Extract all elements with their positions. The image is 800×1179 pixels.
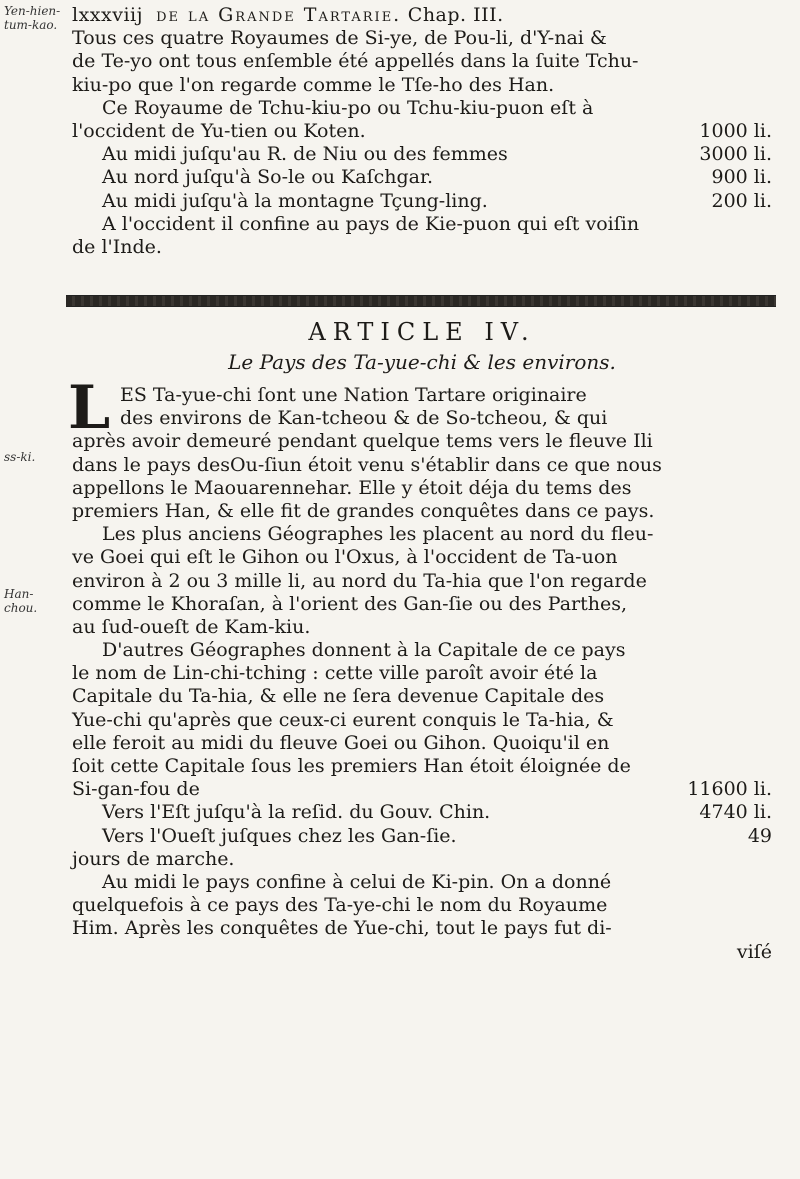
text-line: comme le Khoraſan, à l'orient des Gan-ſie ou des Parthes, <box>72 592 628 615</box>
running-header <box>72 4 772 27</box>
distance-value: 200 li. <box>711 189 772 212</box>
distance-label: Vers l'Eſt juſqu'à la reſid. du Gouv. Chin. <box>102 801 491 824</box>
distance-label: Vers l'Oueſt juſques chez les Gan-ſie. <box>102 824 457 847</box>
text-line: kiu-po que l'on regarde comme le Tſe-ho des Han. <box>72 73 555 96</box>
text-line: l'occident de Yu-tien ou Koten. <box>72 119 366 142</box>
text-line: ſoit cette Capitale ſous les premiers Han étoit éloignée de <box>72 755 631 777</box>
ornamental-rule <box>66 295 776 307</box>
text-line: des environs de Kan-tcheou & de So-tcheou, & qui <box>120 407 608 430</box>
distance-value: 1000 li. <box>699 119 772 142</box>
text-line: D'autres Géographes donnent à la Capitale de ce pays <box>102 639 626 662</box>
distance-label: Au midi juſqu'à la montagne Tçung-ling. <box>102 189 488 212</box>
distance-row <box>72 801 772 824</box>
text-line: ve Goei qui eſt le Gihon ou l'Oxus, à l'occident de Ta-uon <box>72 546 618 569</box>
text-line: appellons le Maouarennehar. Elle y étoit déja du tems des <box>72 476 632 499</box>
margin-note-3: Han-chou. <box>4 587 38 615</box>
text-line: premiers Han, & elle fit de grandes conquêtes dans ce pays. <box>72 499 655 522</box>
page-number: lxxxviij <box>72 4 144 26</box>
distance-label: Au nord juſqu'à So-le ou Kaſchgar. <box>102 166 434 189</box>
margin-note-1: Yen-hien-tum-kao. <box>4 4 61 32</box>
distance-row <box>72 166 772 189</box>
article-heading: ARTICLE IV. <box>308 318 536 346</box>
text-line: A l'occident il confine au pays de Kie-puon qui eſt voiſin <box>102 212 640 235</box>
article-body <box>72 384 772 964</box>
distance-label: Au midi juſqu'au R. de Niu ou des femmes <box>102 143 508 166</box>
catchword: viſé <box>736 940 772 963</box>
text-line: Au midi le pays confine à celui de Ki-pin. On a donné <box>102 870 612 893</box>
text-line: jours de marche. <box>72 847 235 870</box>
text-line: de l'Inde. <box>72 235 162 258</box>
text-line: Ce Royaume de Tchu-kiu-po ou Tchu-kiu-puon eſt à <box>102 96 594 119</box>
margin-note-2: ss-ki. <box>4 450 36 464</box>
text-line: après avoir demeuré pendant quelque tems vers le fleuve Ili <box>72 430 653 453</box>
article-subtitle: Le Pays des Ta-yue-chi & les environs. <box>228 350 616 374</box>
distance-value: 49 <box>747 824 772 847</box>
upper-text-block <box>72 4 772 259</box>
text-line: de Te-yo ont tous enſemble été appellés dans la ſuite Tchu- <box>72 50 639 73</box>
drop-capital: L <box>68 373 111 443</box>
text-line: le nom de Lin-chi-tching : cette ville paroît avoir été la <box>72 662 598 685</box>
distance-row <box>72 190 772 213</box>
text-line: ES Ta-yue-chi ſont une Nation Tartare originaire <box>120 384 587 406</box>
chapter-label: Chap. III. <box>407 4 504 26</box>
distance-row <box>72 120 772 143</box>
running-title: de la Grande Tartarie. <box>156 4 402 26</box>
distance-row <box>72 143 772 166</box>
distance-value: 4740 li. <box>699 801 772 824</box>
distance-value: 11600 li. <box>687 778 772 801</box>
text-line: Yue-chi qu'après que ceux-ci eurent conquis le Ta-hia, & <box>72 708 614 731</box>
text-line: Capitale du Ta-hia, & elle ne ſera devenue Capitale des <box>72 685 605 708</box>
distance-value: 900 li. <box>711 166 772 189</box>
text-line: dans le pays desOu-ſiun étoit venu s'établir dans ce que nous <box>72 453 662 476</box>
text-line: Him. Après les conquêtes de Yue-chi, tout le pays fut di- <box>72 917 612 940</box>
text-line: Les plus anciens Géographes les placent au nord du fleu- <box>102 523 654 546</box>
distance-row <box>72 778 772 801</box>
text-line: elle feroit au midi du fleuve Goei ou Gihon. Quoiqu'il en <box>72 731 610 754</box>
distance-value: 3000 li. <box>699 143 772 166</box>
text-line: au ſud-oueſt de Kam-kiu. <box>72 615 311 638</box>
text-line: Tous ces quatre Royaumes de Si-ye, de Pou-li, d'Y-nai & <box>72 27 607 50</box>
distance-label: Si-gan-fou de <box>72 778 200 801</box>
distance-row <box>72 825 772 848</box>
text-line: environ à 2 ou 3 mille li, au nord du Ta-hia que l'on regarde <box>72 569 647 592</box>
text-line: quelquefois à ce pays des Ta-ye-chi le nom du Royaume <box>72 894 608 917</box>
